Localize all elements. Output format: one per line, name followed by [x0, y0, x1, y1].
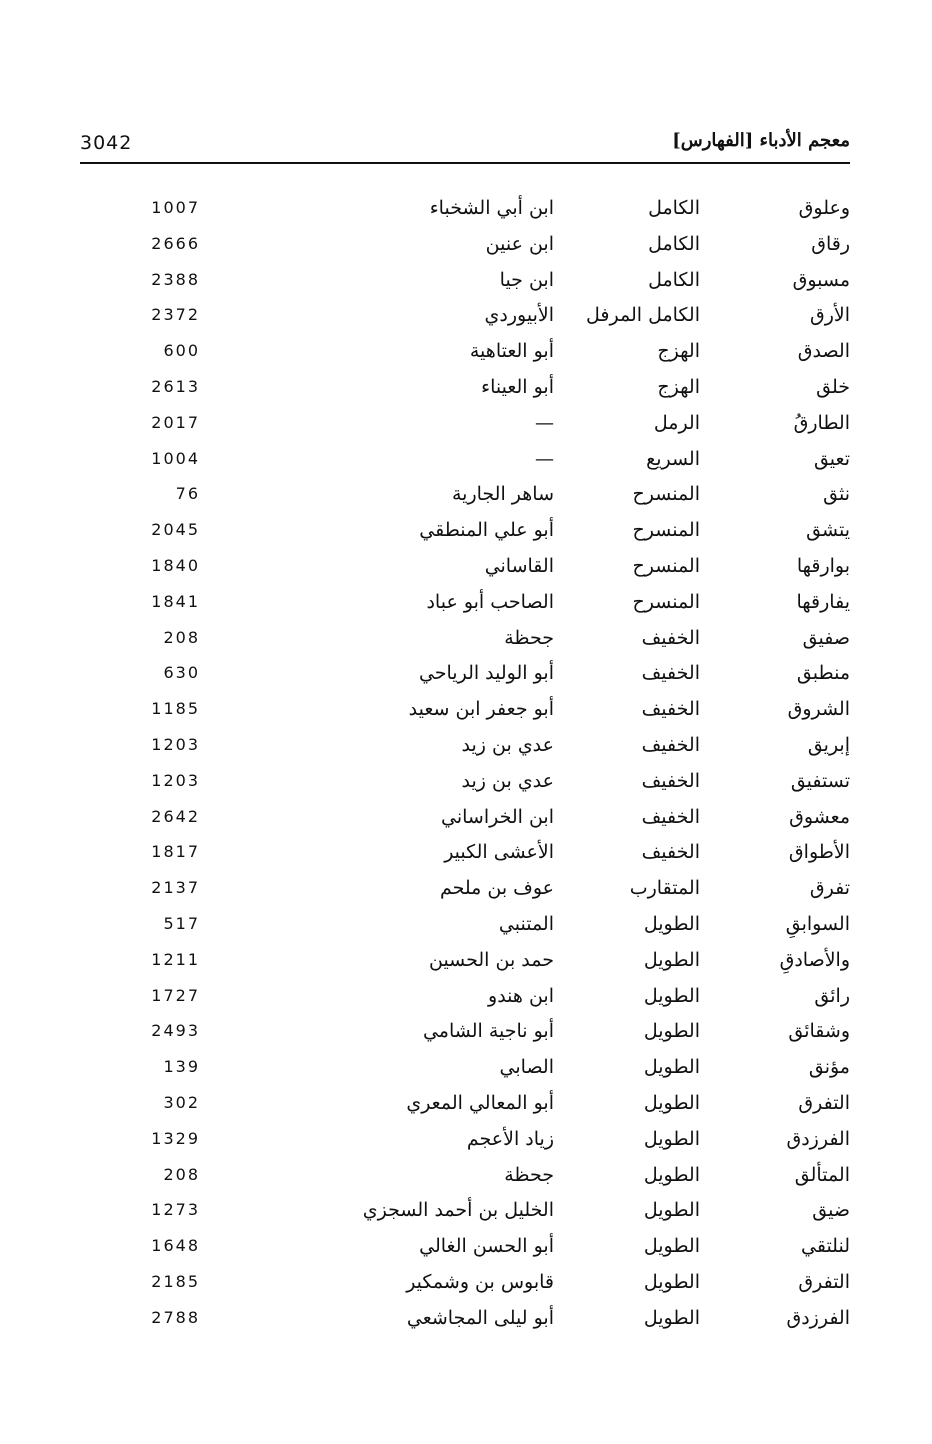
poetic-meter: المنسرح [632, 483, 700, 506]
rhyme-word: ضيق [812, 1199, 850, 1222]
page-reference: 76 [175, 484, 200, 504]
rhyme-word: التفرق [798, 1091, 850, 1114]
index-row [0, 1049, 932, 1085]
index-row [0, 476, 932, 512]
poet-name: أبو ليلى المجاشعي [406, 1306, 554, 1329]
poet-name: أبو العتاهية [469, 340, 554, 363]
page-reference: 2017 [151, 412, 200, 432]
page-reference: 517 [163, 913, 200, 933]
page-reference: 2137 [151, 878, 200, 898]
poetic-meter: الطويل [643, 1056, 700, 1079]
rhyme-word: معشوق [789, 805, 850, 828]
poet-name: الخليل بن أحمد السجزي [362, 1199, 554, 1222]
poetic-meter: الخفيف [641, 698, 700, 721]
poet-name: جحظة [504, 626, 554, 649]
page-reference: 1203 [151, 734, 200, 754]
page-reference: 1329 [151, 1128, 200, 1148]
poetic-meter: الطويل [643, 1270, 700, 1293]
poet-name: جحظة [504, 1163, 554, 1186]
page-reference: 2493 [151, 1021, 200, 1041]
poetic-meter: الخفيف [641, 769, 700, 792]
poetic-meter: الخفيف [641, 733, 700, 756]
poet-name: المتنبي [498, 912, 554, 935]
rhyme-word: مسبوق [792, 268, 850, 291]
page-reference: 1007 [151, 198, 200, 217]
poetic-meter: الطويل [643, 1235, 700, 1258]
poet-name: ساهر الجارية [451, 483, 554, 506]
rhyme-word: تفرق [809, 877, 850, 900]
poet-name: زياد الأعجم [466, 1127, 554, 1150]
index-row [0, 870, 932, 906]
poetic-meter: الطويل [643, 1127, 700, 1150]
rhyme-word: الفرزدق [786, 1127, 850, 1150]
poet-name: — [535, 411, 554, 434]
header-divider [80, 162, 850, 164]
page-reference: 1211 [151, 949, 200, 969]
index-row [0, 799, 932, 835]
index-row [0, 1192, 932, 1228]
index-row [0, 297, 932, 333]
page-reference: 2642 [151, 806, 200, 826]
page-reference: 139 [163, 1057, 200, 1077]
poet-name: قابوس بن وشمكير [406, 1270, 554, 1293]
poet-name: عوف بن ملحم [439, 877, 554, 900]
poet-name: ابن هندو [488, 984, 554, 1007]
rhyme-word: الشروق [787, 698, 850, 721]
poetic-meter: الكامل [648, 232, 700, 255]
index-row [0, 620, 932, 656]
page-reference: 2185 [151, 1271, 200, 1291]
poetic-meter: الطويل [643, 1020, 700, 1043]
poet-name: أبو جعفر ابن سعيد [408, 698, 554, 721]
rhyme-word: وعلوق [798, 197, 850, 219]
rhyme-word: منطبق [796, 662, 850, 685]
page-reference: 600 [163, 341, 200, 361]
rhyme-word: المتألق [794, 1163, 850, 1186]
poetic-meter: الطويل [643, 1163, 700, 1186]
index-row [0, 441, 932, 477]
page-reference: 1727 [151, 985, 200, 1005]
rhyme-word: الطارقُ [793, 411, 850, 434]
index-row [0, 405, 932, 441]
rhyme-word: رائق [814, 984, 850, 1007]
rhyme-word: الصدق [797, 340, 850, 363]
index-row [0, 655, 932, 691]
poet-name: القاساني [484, 554, 554, 577]
rhyme-word: الأرق [809, 304, 850, 327]
index-row [0, 942, 932, 978]
poet-name: الأعشى الكبير [444, 841, 554, 864]
rhyme-word: الفرزدق [786, 1306, 850, 1329]
poetic-meter: الطويل [643, 1091, 700, 1114]
poetic-meter: الطويل [643, 1199, 700, 1222]
running-title: معجم الأدباء [الفهارس] [672, 130, 850, 151]
page-reference: 2388 [151, 269, 200, 289]
poet-name: — [535, 447, 554, 470]
page-reference: 1648 [151, 1236, 200, 1256]
rhyme-word: تستفيق [790, 769, 850, 792]
poetic-meter: المنسرح [632, 519, 700, 542]
poetic-meter: المتقارب [629, 877, 700, 900]
poet-name: أبو الحسن الغالي [419, 1235, 554, 1258]
index-row [0, 1013, 932, 1049]
index-row [0, 1228, 932, 1264]
page-reference: 1840 [151, 555, 200, 575]
index-row [0, 1121, 932, 1157]
poetic-meter: الخفيف [641, 626, 700, 649]
poet-name: ابن الخراساني [441, 805, 554, 828]
poet-name: ابن أبي الشخباء [429, 197, 554, 219]
poetic-meter: المنسرح [632, 590, 700, 613]
rhyme-word: والأصادقِ [779, 948, 850, 971]
rhyme-word: خلق [816, 375, 850, 398]
rhyme-word: السوابقِ [785, 912, 850, 935]
page-reference: 1203 [151, 770, 200, 790]
poetic-meter: الخفيف [641, 805, 700, 828]
rhyme-word: الأطواق [788, 841, 850, 864]
page-reference: 1273 [151, 1200, 200, 1220]
poetic-meter: الطويل [643, 984, 700, 1007]
page-header [80, 128, 850, 164]
poet-name: حمد بن الحسين [428, 948, 554, 971]
rhyme-word: يفارقها [796, 590, 850, 613]
index-row [0, 763, 932, 799]
index-row [0, 369, 932, 405]
poetic-meter: الطويل [643, 1306, 700, 1329]
poet-name: أبو علي المنطقي [419, 519, 554, 542]
rhyme-word: تعيق [813, 447, 850, 470]
index-row [0, 1157, 932, 1193]
index-row [0, 906, 932, 942]
page-reference: 208 [163, 1164, 200, 1184]
poet-name: أبو ناجية الشامي [422, 1020, 554, 1043]
page-reference: 2788 [151, 1307, 200, 1327]
rhyme-word: صفيق [802, 626, 850, 649]
page-reference: 1817 [151, 842, 200, 862]
poetic-meter: الهزج [657, 340, 700, 363]
poet-name: الأبيوردي [484, 304, 554, 327]
rhyme-word: إبريق [807, 733, 850, 756]
page-reference: 2045 [151, 520, 200, 540]
poet-name: عدي بن زيد [461, 769, 554, 792]
index-row [0, 333, 932, 369]
index-row [0, 548, 932, 584]
index-row [0, 584, 932, 620]
poetic-meter: الكامل [648, 197, 700, 219]
index-row [0, 226, 932, 262]
index-row [0, 978, 932, 1014]
page-reference: 2613 [151, 376, 200, 396]
poet-name: ابن جيا [499, 268, 554, 291]
rhyme-word: مؤنق [808, 1056, 850, 1079]
rhyme-word: يتشق [806, 519, 850, 542]
rhyme-word: التفرق [798, 1270, 850, 1293]
poet-name: ابن عنين [485, 232, 554, 255]
poet-name: أبو العيناء [481, 375, 554, 398]
index-row [0, 512, 932, 548]
page-number: 3042 [80, 132, 133, 154]
page-reference: 1185 [151, 699, 200, 719]
page-reference: 630 [163, 663, 200, 683]
poet-name: الصاحب أبو عباد [426, 590, 554, 613]
page-reference: 2372 [151, 305, 200, 325]
poet-name: أبو الوليد الرياحي [418, 662, 554, 685]
index-row [0, 834, 932, 870]
page-reference: 208 [163, 627, 200, 647]
poetic-meter: الهزج [657, 375, 700, 398]
index-row [0, 262, 932, 298]
index-row [0, 1085, 932, 1121]
poetic-meter: الطويل [643, 912, 700, 935]
rhyme-word: نثق [823, 483, 850, 506]
index-row [0, 691, 932, 727]
index-row [0, 190, 932, 226]
poetic-meter: الخفيف [641, 662, 700, 685]
poetic-meter: الرمل [653, 411, 700, 434]
rhyme-index-list [0, 190, 932, 1336]
page-reference: 1841 [151, 591, 200, 611]
rhyme-word: وشقائق [788, 1020, 850, 1043]
rhyme-word: بوارقها [796, 554, 850, 577]
poetic-meter: المنسرح [632, 554, 700, 577]
page-reference: 2666 [151, 233, 200, 253]
poetic-meter: الطويل [643, 948, 700, 971]
poetic-meter: الخفيف [641, 841, 700, 864]
rhyme-word: لنلتقي [801, 1235, 850, 1258]
index-row [0, 1264, 932, 1300]
poetic-meter: السريع [646, 447, 700, 470]
poetic-meter: الكامل [648, 268, 700, 291]
page-reference: 302 [163, 1092, 200, 1112]
index-row [0, 727, 932, 763]
poetic-meter: الكامل المرفل [586, 304, 700, 327]
index-row [0, 1300, 932, 1336]
page-reference: 1004 [151, 448, 200, 468]
rhyme-word: رقاق [811, 232, 850, 255]
poet-name: أبو المعالي المعري [406, 1091, 554, 1114]
poet-name: الصابي [499, 1056, 554, 1079]
poet-name: عدي بن زيد [461, 733, 554, 756]
